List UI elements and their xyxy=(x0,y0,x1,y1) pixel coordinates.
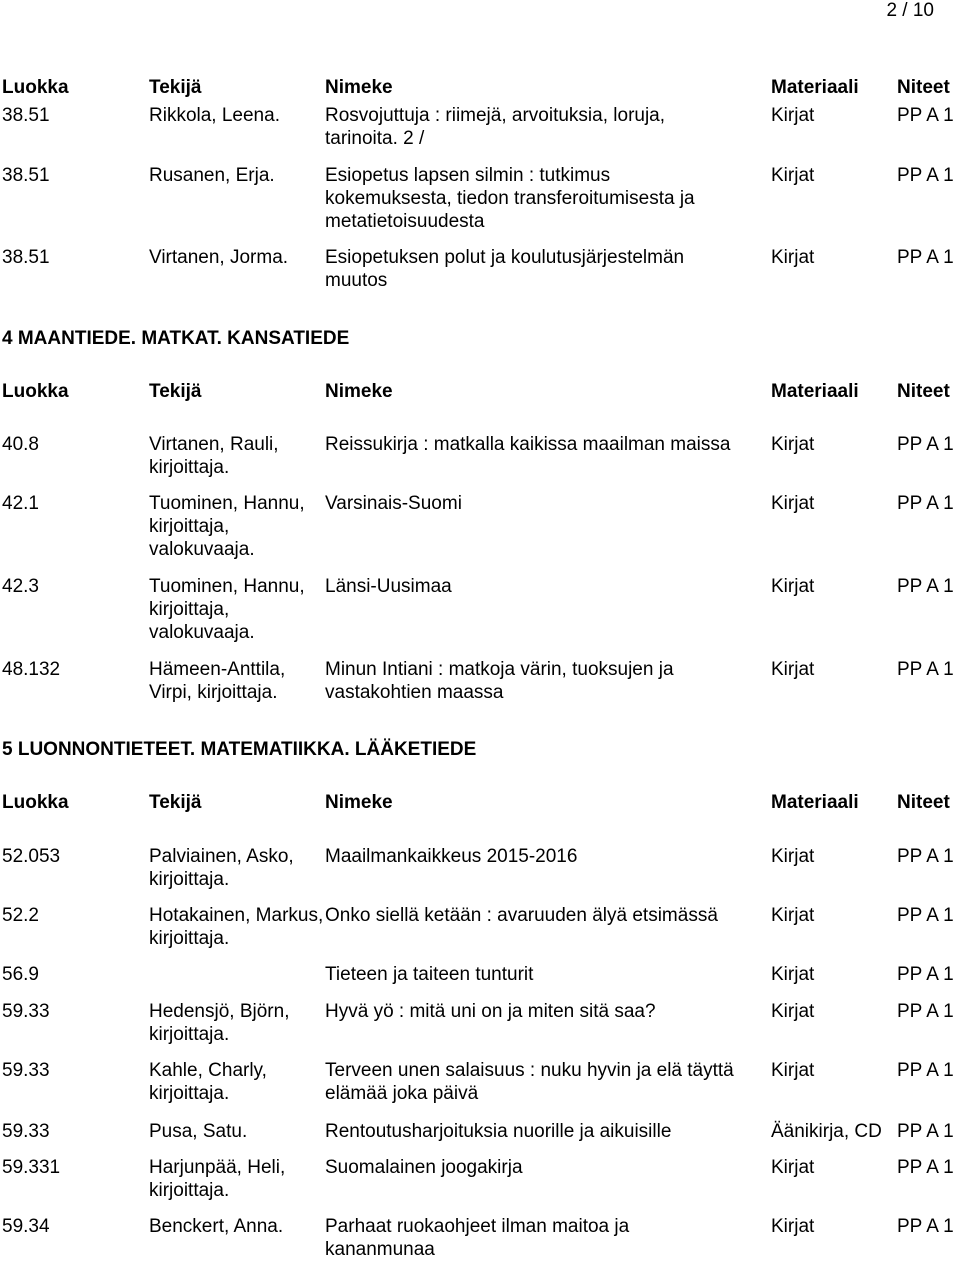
header-tekija: Tekijä xyxy=(149,77,202,98)
cell-luokka: 40.8 xyxy=(2,434,39,455)
header-niteet: Niteet xyxy=(897,792,950,813)
cell-luokka: 38.51 xyxy=(2,247,50,268)
header-nimeke: Nimeke xyxy=(325,77,393,98)
header-niteet: Niteet xyxy=(897,77,950,98)
cell-materiaali: Kirjat xyxy=(771,1001,815,1022)
cell-materiaali: Kirjat xyxy=(771,247,815,268)
cell-luokka: 59.33 xyxy=(2,1060,50,1081)
cell-luokka: 38.51 xyxy=(2,165,50,186)
cell-materiaali: Kirjat xyxy=(771,1216,815,1237)
cell-materiaali: Kirjat xyxy=(771,846,815,867)
cell-tekija: Palviainen, Asko, kirjoittaja. xyxy=(149,846,294,890)
header-luokka: Luokka xyxy=(2,381,69,402)
cell-materiaali: Kirjat xyxy=(771,493,815,514)
cell-niteet: PP A 1 xyxy=(897,105,954,126)
cell-materiaali: Kirjat xyxy=(771,576,815,597)
cell-materiaali: Kirjat xyxy=(771,165,815,186)
cell-tekija: Hedensjö, Björn, kirjoittaja. xyxy=(149,1001,290,1045)
cell-niteet: PP A 1 xyxy=(897,846,954,867)
cell-luokka: 52.2 xyxy=(2,905,39,926)
cell-nimeke: Länsi-Uusimaa xyxy=(325,576,452,597)
cell-nimeke: Maailmankaikkeus 2015-2016 xyxy=(325,846,578,867)
cell-materiaali: Kirjat xyxy=(771,1060,815,1081)
cell-niteet: PP A 1 xyxy=(897,165,954,186)
cell-tekija: Virtanen, Rauli, kirjoittaja. xyxy=(149,434,279,478)
cell-nimeke: Reissukirja : matkalla kaikissa maailman maissa xyxy=(325,434,731,455)
cell-nimeke: Tieteen ja taiteen tunturit xyxy=(325,964,534,985)
cell-luokka: 38.51 xyxy=(2,105,50,126)
cell-luokka: 59.33 xyxy=(2,1001,50,1022)
cell-niteet: PP A 1 xyxy=(897,434,954,455)
cell-niteet: PP A 1 xyxy=(897,1060,954,1081)
cell-luokka: 42.1 xyxy=(2,493,39,514)
section-title: 5 LUONNONTIETEET. MATEMATIIKKA. LÄÄKETIEDE xyxy=(2,739,477,760)
cell-luokka: 56.9 xyxy=(2,964,39,985)
cell-luokka: 52.053 xyxy=(2,846,61,867)
cell-nimeke: Minun Intiani : matkoja värin, tuoksujen ja vastakohtien maassa xyxy=(325,659,674,703)
cell-materiaali: Kirjat xyxy=(771,1157,815,1178)
page-number: 2 / 10 xyxy=(886,0,934,21)
cell-nimeke: Terveen unen salaisuus : nuku hyvin ja elä täyttä elämää joka päivä xyxy=(325,1060,734,1104)
cell-luokka: 42.3 xyxy=(2,576,39,597)
cell-tekija: Tuominen, Hannu, kirjoittaja, valokuvaaja. xyxy=(149,576,305,643)
cell-tekija: Rusanen, Erja. xyxy=(149,165,275,186)
cell-tekija: Kahle, Charly, kirjoittaja. xyxy=(149,1060,267,1104)
cell-niteet: PP A 1 xyxy=(897,659,954,680)
cell-tekija: Hotakainen, Markus, kirjoittaja. xyxy=(149,905,324,949)
cell-nimeke: Esiopetuksen polut ja koulutusjärjestelmän muutos xyxy=(325,247,685,291)
cell-niteet: PP A 1 xyxy=(897,493,954,514)
cell-niteet: PP A 1 xyxy=(897,247,954,268)
cell-nimeke: Varsinais-Suomi xyxy=(325,493,462,514)
section-title: 4 MAANTIEDE. MATKAT. KANSATIEDE xyxy=(2,328,350,349)
cell-materiaali: Kirjat xyxy=(771,105,815,126)
cell-materiaali: Kirjat xyxy=(771,905,815,926)
cell-nimeke: Parhaat ruokaohjeet ilman maitoa ja kananmunaa xyxy=(325,1216,630,1260)
header-tekija: Tekijä xyxy=(149,381,202,402)
cell-tekija: Pusa, Satu. xyxy=(149,1121,248,1142)
cell-nimeke: Onko siellä ketään : avaruuden älyä etsimässä xyxy=(325,905,718,926)
header-luokka: Luokka xyxy=(2,77,69,98)
cell-luokka: 59.33 xyxy=(2,1121,50,1142)
cell-materiaali: Kirjat xyxy=(771,659,815,680)
header-tekija: Tekijä xyxy=(149,792,202,813)
cell-nimeke: Esiopetus lapsen silmin : tutkimus kokemuksesta, tiedon transferoitumisesta ja metatietoisuudesta xyxy=(325,165,695,232)
cell-tekija: Tuominen, Hannu, kirjoittaja, valokuvaaja. xyxy=(149,493,305,560)
cell-tekija: Virtanen, Jorma. xyxy=(149,247,289,268)
cell-niteet: PP A 1 xyxy=(897,1157,954,1178)
cell-nimeke: Hyvä yö : mitä uni on ja miten sitä saa? xyxy=(325,1001,656,1022)
cell-niteet: PP A 1 xyxy=(897,1121,954,1142)
cell-niteet: PP A 1 xyxy=(897,964,954,985)
cell-tekija: Hämeen-Anttila, Virpi, kirjoittaja. xyxy=(149,659,286,703)
cell-nimeke: Rosvojuttuja : riimejä, arvoituksia, loruja, tarinoita. 2 / xyxy=(325,105,666,149)
header-materiaali: Materiaali xyxy=(771,792,859,813)
cell-niteet: PP A 1 xyxy=(897,1001,954,1022)
header-nimeke: Nimeke xyxy=(325,381,393,402)
cell-niteet: PP A 1 xyxy=(897,1216,954,1237)
cell-nimeke: Suomalainen joogakirja xyxy=(325,1157,523,1178)
cell-luokka: 48.132 xyxy=(2,659,61,680)
header-materiaali: Materiaali xyxy=(771,381,859,402)
header-nimeke: Nimeke xyxy=(325,792,393,813)
cell-luokka: 59.331 xyxy=(2,1157,61,1178)
header-materiaali: Materiaali xyxy=(771,77,859,98)
cell-nimeke: Rentoutusharjoituksia nuorille ja aikuisille xyxy=(325,1121,672,1142)
cell-luokka: 59.34 xyxy=(2,1216,50,1237)
cell-materiaali: Äänikirja, CD xyxy=(771,1121,882,1142)
cell-niteet: PP A 1 xyxy=(897,576,954,597)
cell-materiaali: Kirjat xyxy=(771,964,815,985)
cell-tekija: Benckert, Anna. xyxy=(149,1216,284,1237)
cell-niteet: PP A 1 xyxy=(897,905,954,926)
cell-tekija: Rikkola, Leena. xyxy=(149,105,280,126)
header-luokka: Luokka xyxy=(2,792,69,813)
cell-tekija: Harjunpää, Heli, kirjoittaja. xyxy=(149,1157,286,1201)
cell-materiaali: Kirjat xyxy=(771,434,815,455)
header-niteet: Niteet xyxy=(897,381,950,402)
